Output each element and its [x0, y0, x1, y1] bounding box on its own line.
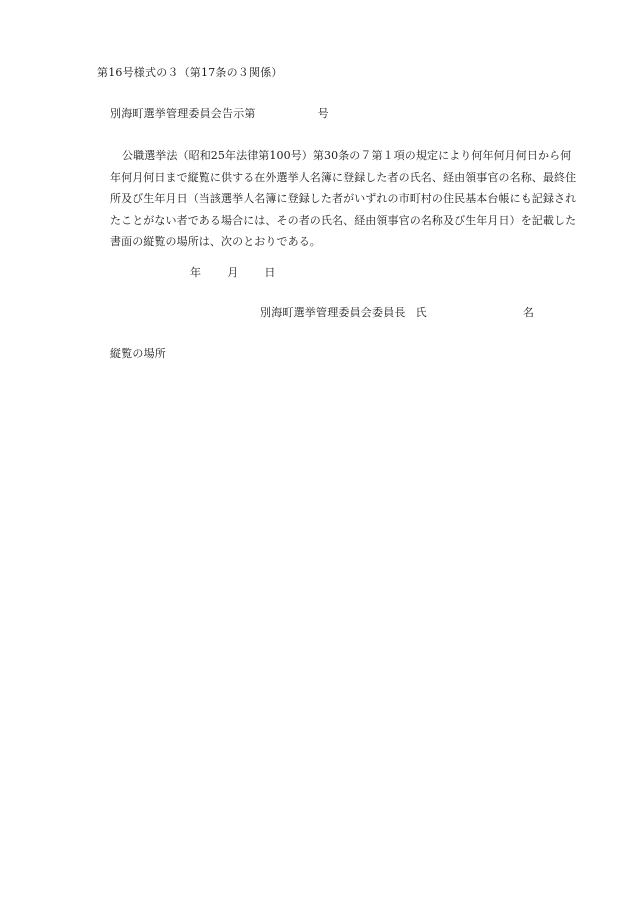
notice-body-text: 公職選挙法（昭和25年法律第100号）第30条の７第１項の規定により何年何月何日から何年何月何日まで縦覧に供する在外選挙人名簿に登録した者の氏名、経由領事官の名称、最終住所及び生年月日（当該選挙人名簿に登録した者がいずれの市町村の住民基本台帳にも記録されたことがない者である場合には、その者の氏名、経由領事官の名称及び生年月日）を記載した書面の縦覧の場所は、次のとおりである。	[110, 149, 577, 248]
date-month-label: 月	[227, 266, 239, 279]
signature-name-label-first: 氏	[415, 306, 427, 319]
date-line	[190, 267, 276, 278]
viewing-place-heading: 縦覧の場所	[110, 347, 166, 360]
signature-line	[260, 307, 534, 318]
date-year-label: 年	[190, 266, 202, 279]
notice-number-line	[110, 108, 329, 119]
notice-prefix: 別海町選挙管理委員会告示第	[110, 107, 256, 120]
signature-name-label-second: 名	[522, 306, 535, 319]
notice-suffix: 号	[317, 107, 329, 120]
form-number: 第16号様式の３（第17条の３関係）	[97, 66, 283, 79]
signature-title: 別海町選挙管理委員会委員長	[260, 306, 406, 319]
date-day-label: 日	[264, 266, 276, 279]
